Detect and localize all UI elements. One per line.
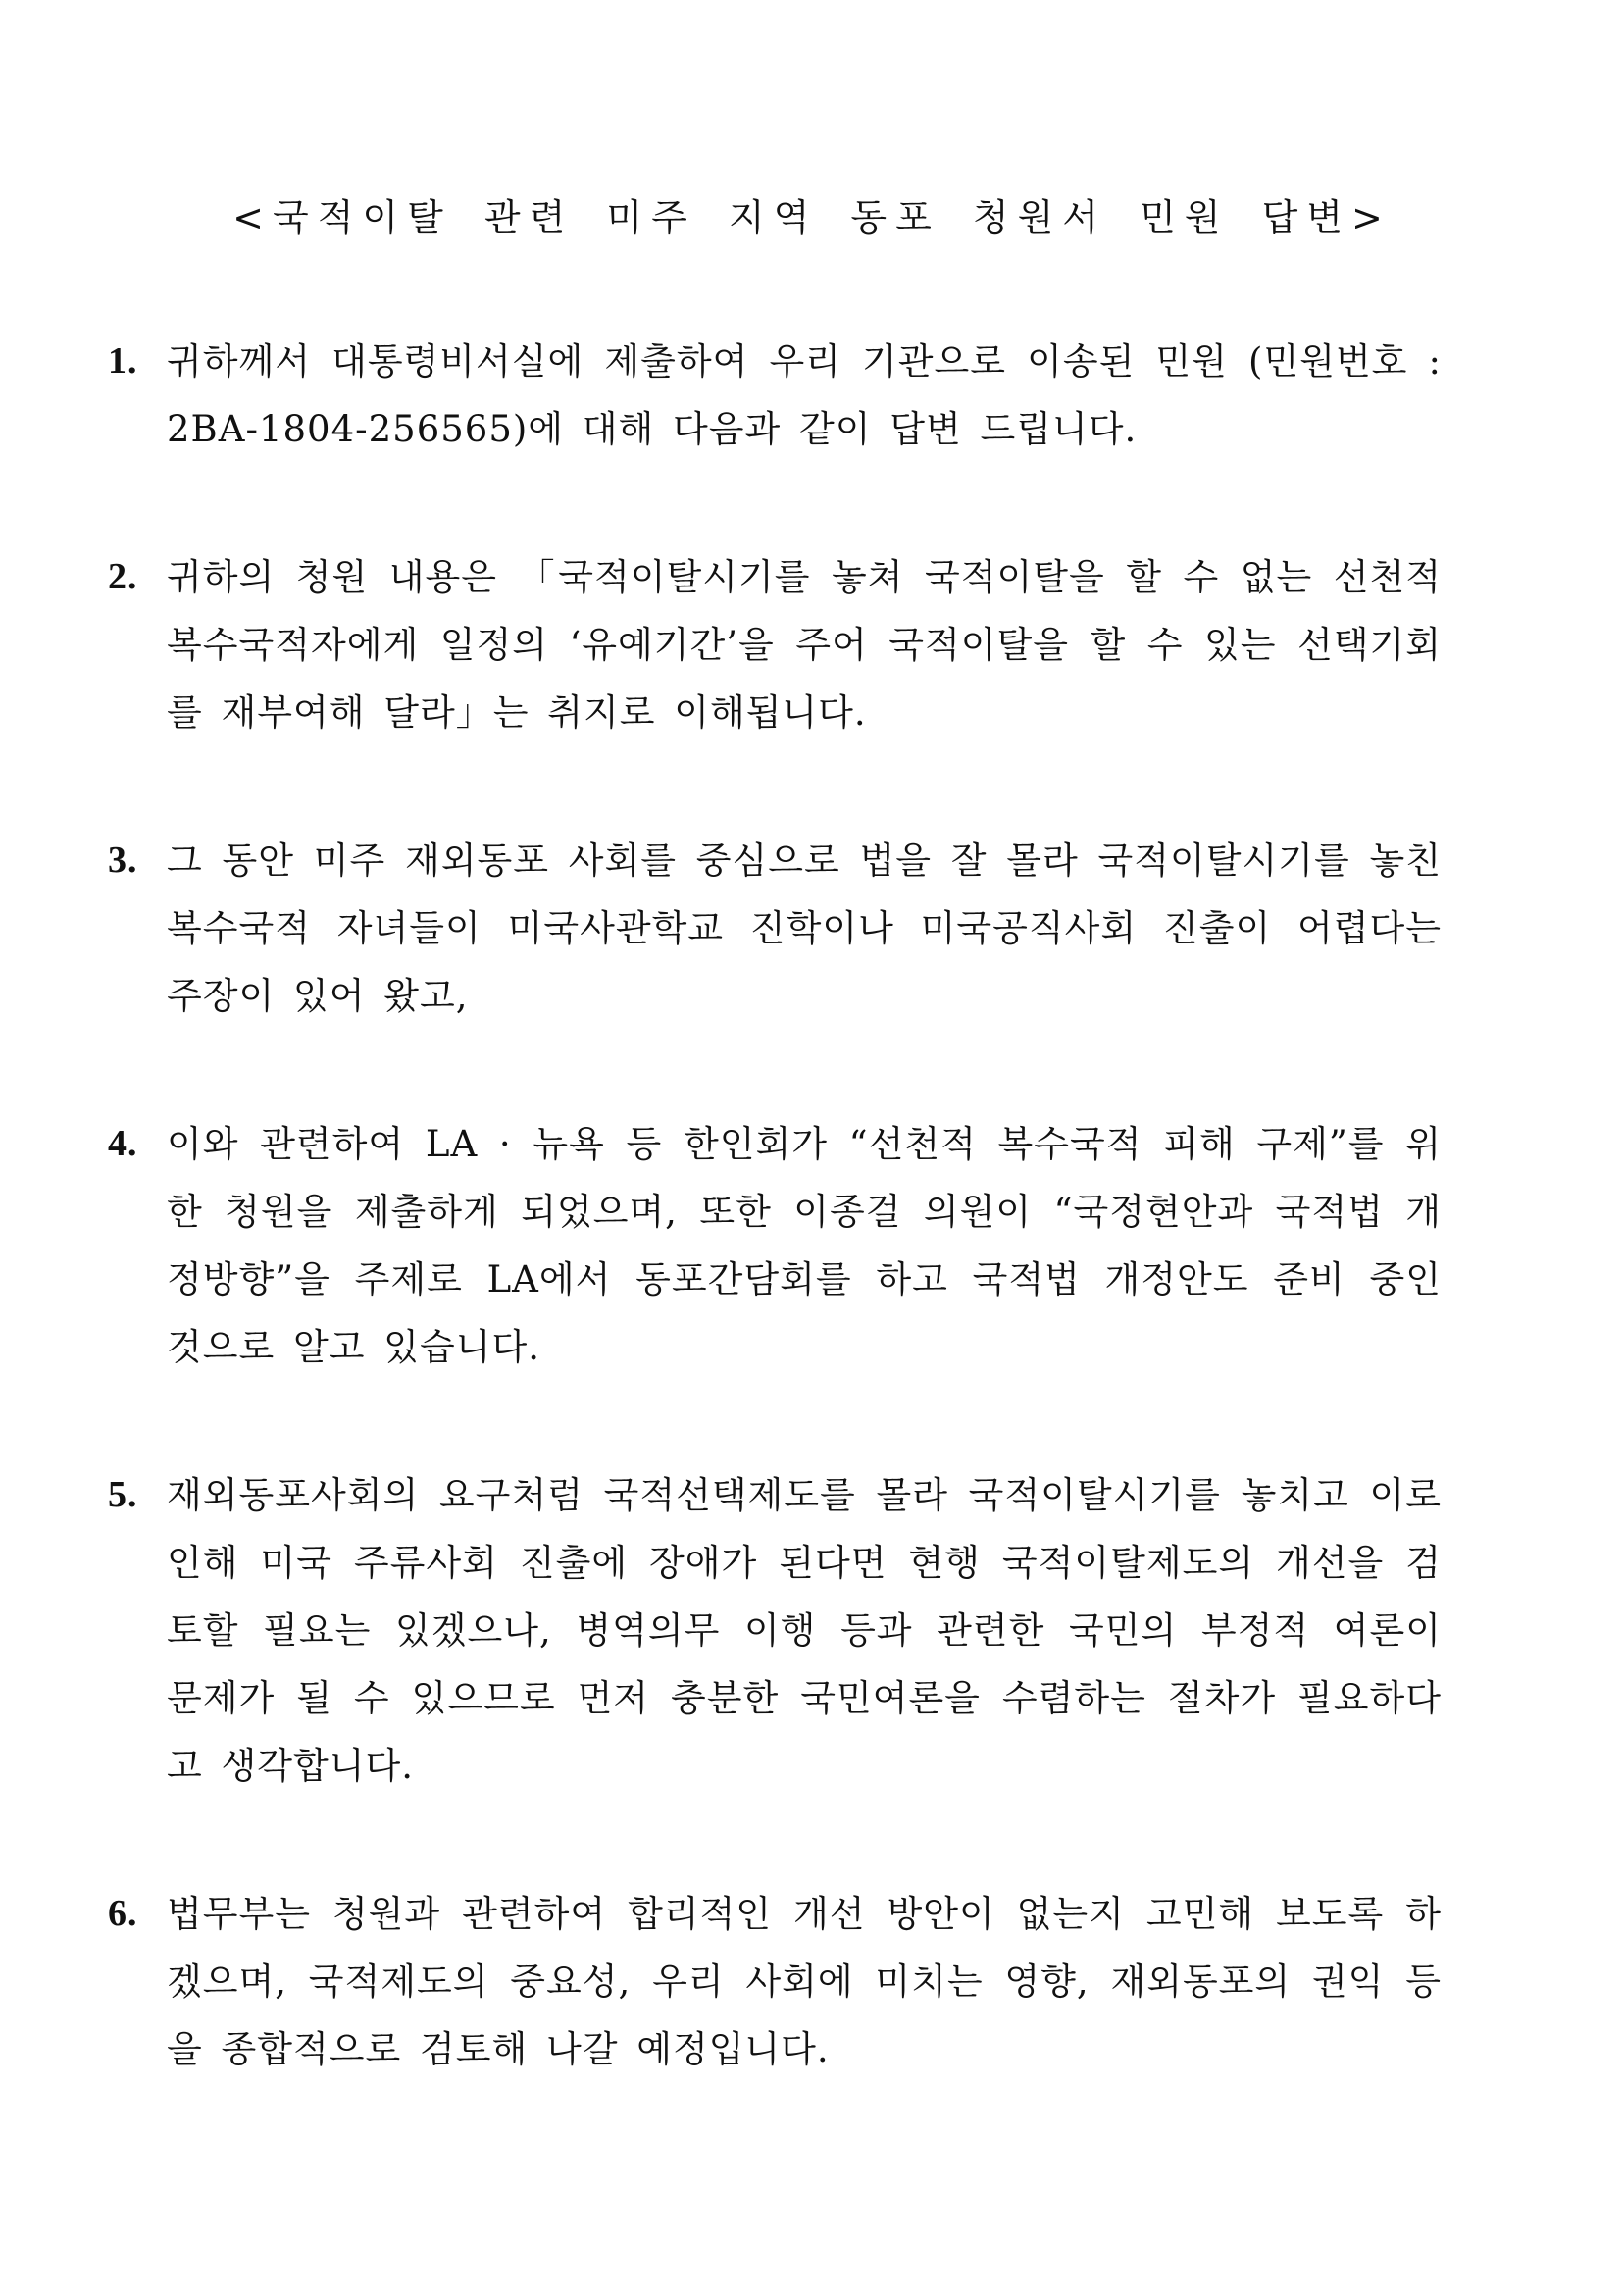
item-text: 귀하께서 대통령비서실에 제출하여 우리 기관으로 이송된 민원 (민원번호 : 2BA-1804-256565)에 대해 다음과 같이 답변 드립니다.	[167, 340, 1442, 450]
answer-item-3	[108, 827, 1442, 1030]
document-title: <국적이탈 관련 미주 지역 동포 청원서 민원 답변>	[232, 196, 1392, 239]
item-text: 그 동안 미주 재외동포 사회를 중심으로 법을 잘 몰라 국적이탈시기를 놓친 복수국적 자녀들이 미국사관학교 진학이나 미국공직사회 진출이 어렵다는 주장이 있어 왔고,	[167, 840, 1442, 1017]
item-number: 6.	[108, 1893, 138, 1934]
answer-list	[108, 328, 1442, 2083]
item-number: 1.	[108, 340, 138, 382]
item-text: 이와 관련하여 LA · 뉴욕 등 한인회가 “선천적 복수국적 피해 구제”를 위한 청원을 제출하게 되었으며, 또한 이종걸 의원이 “국정현안과 국적법 개정방향”을 주제로 LA에서 동포간담회를 하고 국적법 개정안도 준비 중인 것으로 알고 있습니다.	[167, 1123, 1442, 1368]
item-text: 법무부는 청원과 관련하여 합리적인 개선 방안이 없는지 고민해 보도록 하겠으며, 국적제도의 중요성, 우리 사회에 미치는 영향, 재외동포의 권익 등을 종합적으로 검토해 나갈 예정입니다.	[167, 1893, 1443, 2070]
answer-item-4	[108, 1110, 1442, 1381]
item-number: 2.	[108, 556, 138, 597]
answer-item-6	[108, 1880, 1442, 2083]
item-text: 귀하의 청원 내용은 「국적이탈시기를 놓쳐 국적이탈을 할 수 없는 선천적 복수국적자에게 일정의 ‘유예기간’을 주어 국적이탈을 할 수 있는 선택기회를 재부여해 달라」는 취지로 이해됩니다.	[167, 556, 1442, 734]
item-text: 재외동포사회의 요구처럼 국적선택제도를 몰라 국적이탈시기를 놓치고 이로 인해 미국 주류사회 진출에 장애가 된다면 현행 국적이탈제도의 개선을 검토할 필요는 있겠으나, 병역의무 이행 등과 관련한 국민의 부정적 여론이 문제가 될 수 있으므로 먼저 충분한 국민여론을 수렴하는 절차가 필요하다고 생각합니다.	[167, 1474, 1443, 1787]
answer-item-1	[108, 328, 1442, 463]
item-number: 3.	[108, 840, 138, 881]
item-number: 5.	[108, 1474, 138, 1515]
answer-item-2	[108, 543, 1442, 746]
answer-item-5	[108, 1461, 1442, 1800]
item-number: 4.	[108, 1123, 138, 1164]
